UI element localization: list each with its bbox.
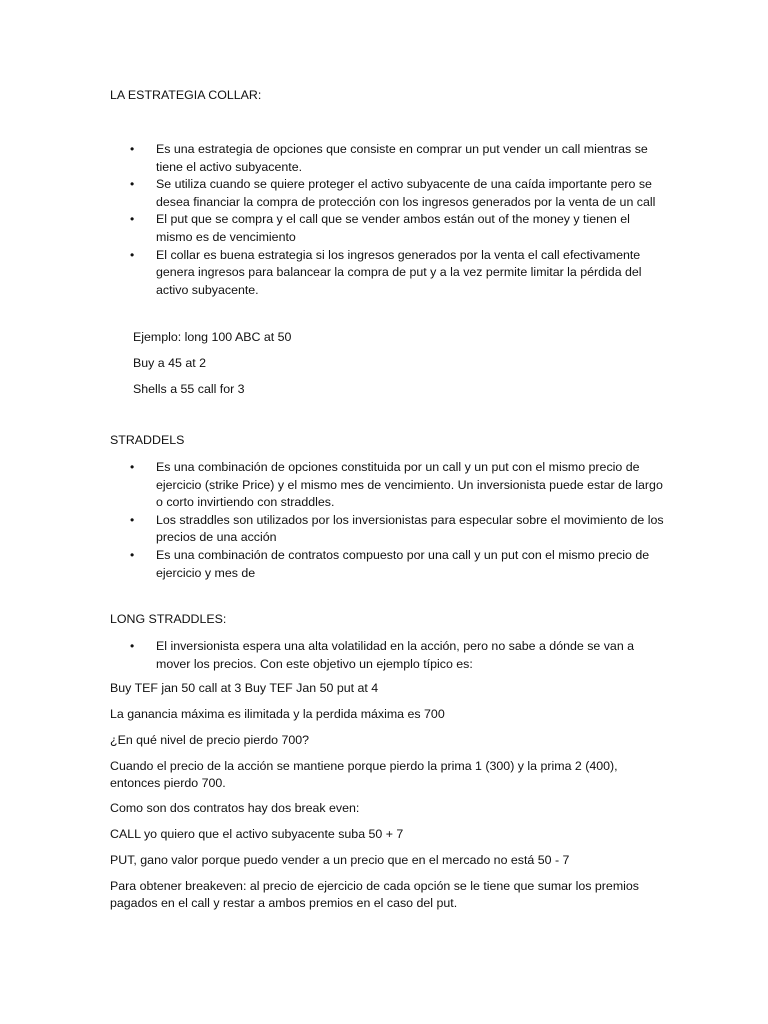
list-item: • Los straddles son utilizados por los inversionistas para especular sobre el movimiento de los precios de una acción bbox=[130, 512, 664, 545]
long-straddles-paragraph: CALL yo quiero que el activo subyacente suba 50 + 7 bbox=[110, 827, 404, 841]
list-item: • El put que se compra y el call que se vender ambos están out of the money y tienen el mismo es de vencimiento bbox=[130, 212, 630, 244]
list-item: • Se utiliza cuando se quiere proteger el activo subyacente de una caída importante pero se desea financiar la compra de protección con los ingresos generados por la venta de un call bbox=[130, 177, 656, 209]
bullet-icon: • bbox=[130, 247, 135, 262]
bullet-icon: • bbox=[130, 547, 135, 562]
bullet-icon: • bbox=[130, 212, 135, 227]
long-straddles-paragraph: ¿En qué nivel de precio pierdo 700? bbox=[110, 733, 310, 747]
collar-example-text: Buy a 45 at 2 bbox=[133, 356, 207, 370]
collar-title: LA ESTRATEGIA COLLAR: bbox=[110, 88, 262, 102]
long-straddles-paragraph: Como son dos contratos hay dos break even: bbox=[110, 801, 360, 815]
collar-example-text: Ejemplo: long 100 ABC at 50 bbox=[133, 330, 292, 344]
bullet-icon: • bbox=[130, 460, 135, 474]
straddels-bullet-list bbox=[0, 459, 666, 582]
bullet-icon: • bbox=[130, 177, 135, 192]
long-straddles-paragraph: Buy TEF jan 50 call at 3 Buy TEF Jan 50 put at 4 bbox=[110, 681, 379, 695]
long-straddles-paragraph: Cuando el precio de la acción se mantiene porque pierdo la prima 1 (300) y la prima 2 (400), entonces pierdo 700. bbox=[110, 759, 618, 790]
bullet-icon: • bbox=[130, 512, 135, 527]
long-straddles-paragraph: La ganancia máxima es ilimitada y la perdida máxima es 700 bbox=[110, 707, 445, 721]
list-item: • El collar es buena estrategia si los ingresos generados por la venta el call efectivamente genera ingresos para balancear la compra de put y a la vez permite limitar la pérdida del activo subyacente. bbox=[130, 247, 642, 297]
collar-example-text: Shells a 55 call for 3 bbox=[133, 382, 245, 396]
list-item: • Es una estrategia de opciones que consiste en comprar un put vender un call mientras se tiene el activo subyacente. bbox=[130, 142, 648, 174]
long-straddles-paragraph: PUT, gano valor porque puedo vender a un precio que en el mercado no está 50 - 7 bbox=[110, 853, 570, 867]
collar-bullet-list bbox=[0, 141, 666, 299]
long-straddles-paragraph: Para obtener breakeven: al precio de ejercicio de cada opción se le tiene que sumar los premios pagados en el call y restar a ambos premios en el caso del put. bbox=[110, 879, 639, 910]
long-straddles-bullet-list bbox=[0, 638, 666, 673]
list-item: • Es una combinación de contratos compuesto por una call y un put con el mismo precio de ejercicio y mes de bbox=[130, 547, 650, 580]
list-item: • El inversionista espera una alta volatilidad en la acción, pero no sabe a dónde se van a mover los precios. Con este objetivo un ejemplo típico es: bbox=[130, 639, 635, 671]
bullet-icon: • bbox=[130, 639, 135, 653]
bullet-icon: • bbox=[130, 142, 135, 156]
long-straddles-title: LONG STRADDLES: bbox=[110, 612, 227, 626]
straddels-title: STRADDELS bbox=[110, 433, 185, 447]
list-item: • Es una combinación de opciones constituida por un call y un put con el mismo precio de ejercicio (strike Price) y el mismo mes de vencimiento. Un inversionista puede estar de largo o corto invirtiendo con straddles. bbox=[130, 460, 663, 510]
